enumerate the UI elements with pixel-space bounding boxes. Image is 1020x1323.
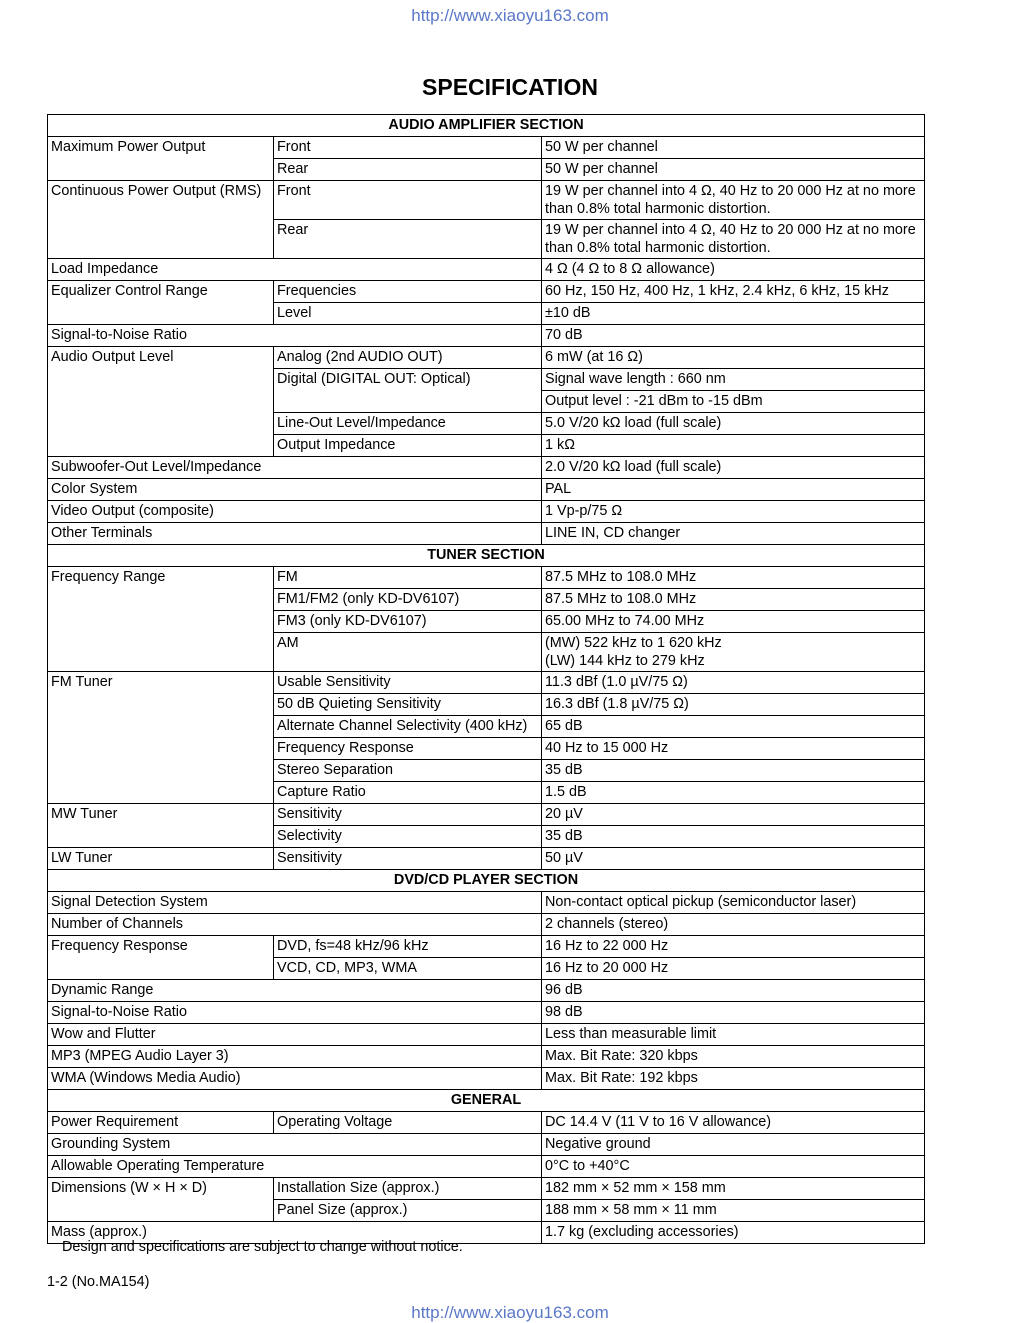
spec-subitem: Capture Ratio — [274, 782, 542, 804]
table-row — [48, 523, 925, 545]
spec-value: 60 Hz, 150 Hz, 400 Hz, 1 kHz, 2.4 kHz, 6 kHz, 15 kHz — [542, 281, 925, 303]
section-heading: GENERAL — [48, 1090, 925, 1112]
spec-value: DC 14.4 V (11 V to 16 V allowance) — [542, 1112, 925, 1134]
spec-subitem: Frequencies — [274, 281, 542, 303]
spec-value: 35 dB — [542, 760, 925, 782]
spec-value: 188 mm × 58 mm × 11 mm — [542, 1200, 925, 1222]
table-row — [48, 804, 925, 826]
spec-subitem: Sensitivity — [274, 848, 542, 870]
spec-subitem: Front — [274, 181, 542, 220]
spec-value: 19 W per channel into 4 Ω, 40 Hz to 20 000 Hz at no more than 0.8% total harmonic distortion. — [542, 220, 925, 259]
spec-value: 65 dB — [542, 716, 925, 738]
spec-item: Signal Detection System — [48, 892, 542, 914]
table-row — [48, 567, 925, 589]
spec-value: 1.7 kg (excluding accessories) — [542, 1222, 925, 1244]
spec-subitem: Stereo Separation — [274, 760, 542, 782]
spec-value: 70 dB — [542, 325, 925, 347]
spec-item: Dimensions (W × H × D) — [48, 1178, 274, 1222]
spec-value: 2 channels (stereo) — [542, 914, 925, 936]
spec-value: LINE IN, CD changer — [542, 523, 925, 545]
spec-item: MP3 (MPEG Audio Layer 3) — [48, 1046, 542, 1068]
table-row — [48, 501, 925, 523]
spec-item: Frequency Range — [48, 567, 274, 672]
spec-item: MW Tuner — [48, 804, 274, 848]
spec-value: 1.5 dB — [542, 782, 925, 804]
spec-value: 2.0 V/20 kΩ load (full scale) — [542, 457, 925, 479]
spec-subitem: AM — [274, 633, 542, 672]
spec-subitem: Line-Out Level/Impedance — [274, 413, 542, 435]
spec-value: 50 µV — [542, 848, 925, 870]
spec-value: 4 Ω (4 Ω to 8 Ω allowance) — [542, 259, 925, 281]
spec-value: 11.3 dBf (1.0 µV/75 Ω) — [542, 672, 925, 694]
section-heading: DVD/CD PLAYER SECTION — [48, 870, 925, 892]
spec-value: Max. Bit Rate: 320 kbps — [542, 1046, 925, 1068]
spec-item: FM Tuner — [48, 672, 274, 804]
spec-item: Audio Output Level — [48, 347, 274, 457]
spec-subitem: Rear — [274, 220, 542, 259]
spec-value: Output level : -21 dBm to -15 dBm — [542, 391, 925, 413]
table-row — [48, 479, 925, 501]
spec-subitem: 50 dB Quieting Sensitivity — [274, 694, 542, 716]
spec-value: 35 dB — [542, 826, 925, 848]
spec-value: 1 kΩ — [542, 435, 925, 457]
spec-value: 87.5 MHz to 108.0 MHz — [542, 589, 925, 611]
table-row — [48, 325, 925, 347]
spec-item: Allowable Operating Temperature — [48, 1156, 542, 1178]
disclaimer-note: Design and specifications are subject to change without notice. — [62, 1239, 463, 1255]
section-header-row — [48, 115, 925, 137]
spec-subitem: FM1/FM2 (only KD-DV6107) — [274, 589, 542, 611]
spec-value: Non-contact optical pickup (semiconductor laser) — [542, 892, 925, 914]
spec-item: WMA (Windows Media Audio) — [48, 1068, 542, 1090]
spec-value: 20 µV — [542, 804, 925, 826]
page-number: 1-2 (No.MA154) — [47, 1274, 150, 1290]
table-row — [48, 181, 925, 220]
spec-item: Grounding System — [48, 1134, 542, 1156]
spec-item: Color System — [48, 479, 542, 501]
specification-table — [47, 114, 925, 1244]
page-title: SPECIFICATION — [422, 74, 598, 100]
table-row — [48, 1046, 925, 1068]
spec-item: Maximum Power Output — [48, 137, 274, 181]
spec-item: Wow and Flutter — [48, 1024, 542, 1046]
spec-item: Continuous Power Output (RMS) — [48, 181, 274, 259]
spec-item: Signal-to-Noise Ratio — [48, 325, 542, 347]
table-row — [48, 1178, 925, 1200]
table-row — [48, 259, 925, 281]
section-header-row — [48, 545, 925, 567]
spec-subitem: Installation Size (approx.) — [274, 1178, 542, 1200]
spec-subitem: Sensitivity — [274, 804, 542, 826]
spec-value: (MW) 522 kHz to 1 620 kHz (LW) 144 kHz to 279 kHz — [542, 633, 925, 672]
table-row — [48, 914, 925, 936]
spec-subitem: VCD, CD, MP3, WMA — [274, 958, 542, 980]
spec-value: Less than measurable limit — [542, 1024, 925, 1046]
table-row — [48, 1002, 925, 1024]
spec-value: 182 mm × 52 mm × 158 mm — [542, 1178, 925, 1200]
table-row — [48, 936, 925, 958]
spec-item: Number of Channels — [48, 914, 542, 936]
spec-subitem: Panel Size (approx.) — [274, 1200, 542, 1222]
spec-value: 65.00 MHz to 74.00 MHz — [542, 611, 925, 633]
spec-value: 40 Hz to 15 000 Hz — [542, 738, 925, 760]
specification-table-body — [48, 115, 925, 1244]
spec-value: 98 dB — [542, 1002, 925, 1024]
table-row — [48, 347, 925, 369]
spec-subitem: Rear — [274, 159, 542, 181]
spec-subitem: Output Impedance — [274, 435, 542, 457]
spec-value: 16.3 dBf (1.8 µV/75 Ω) — [542, 694, 925, 716]
spec-value: 16 Hz to 20 000 Hz — [542, 958, 925, 980]
spec-subitem: Alternate Channel Selectivity (400 kHz) — [274, 716, 542, 738]
spec-subitem: Selectivity — [274, 826, 542, 848]
spec-subitem: Front — [274, 137, 542, 159]
spec-subitem: Operating Voltage — [274, 1112, 542, 1134]
spec-value: 5.0 V/20 kΩ load (full scale) — [542, 413, 925, 435]
header-url[interactable]: http://www.xiaoyu163.com — [411, 6, 609, 25]
section-heading: AUDIO AMPLIFIER SECTION — [48, 115, 925, 137]
table-row — [48, 457, 925, 479]
table-row — [48, 1024, 925, 1046]
spec-subitem: Frequency Response — [274, 738, 542, 760]
spec-value: 1 Vp-p/75 Ω — [542, 501, 925, 523]
spec-value: 19 W per channel into 4 Ω, 40 Hz to 20 000 Hz at no more than 0.8% total harmonic distortion. — [542, 181, 925, 220]
spec-value: 6 mW (at 16 Ω) — [542, 347, 925, 369]
spec-value: 50 W per channel — [542, 137, 925, 159]
spec-item: Signal-to-Noise Ratio — [48, 1002, 542, 1024]
spec-value: 50 W per channel — [542, 159, 925, 181]
spec-value: 16 Hz to 22 000 Hz — [542, 936, 925, 958]
spec-item: Frequency Response — [48, 936, 274, 980]
spec-subitem: Usable Sensitivity — [274, 672, 542, 694]
spec-item: Other Terminals — [48, 523, 542, 545]
footer-url[interactable]: http://www.xiaoyu163.com — [411, 1303, 609, 1322]
spec-item: Video Output (composite) — [48, 501, 542, 523]
table-row — [48, 1068, 925, 1090]
table-row — [48, 1134, 925, 1156]
spec-subitem: Level — [274, 303, 542, 325]
spec-value: PAL — [542, 479, 925, 501]
section-header-row — [48, 1090, 925, 1112]
spec-value: 87.5 MHz to 108.0 MHz — [542, 567, 925, 589]
spec-subitem: Analog (2nd AUDIO OUT) — [274, 347, 542, 369]
spec-value: ±10 dB — [542, 303, 925, 325]
table-row — [48, 672, 925, 694]
section-header-row — [48, 870, 925, 892]
table-row — [48, 980, 925, 1002]
table-row — [48, 281, 925, 303]
spec-subitem: FM — [274, 567, 542, 589]
spec-item: Load Impedance — [48, 259, 542, 281]
spec-item: Subwoofer-Out Level/Impedance — [48, 457, 542, 479]
spec-value: 96 dB — [542, 980, 925, 1002]
spec-item: Mass (approx.) — [48, 1222, 542, 1244]
table-row — [48, 1156, 925, 1178]
table-row — [48, 1112, 925, 1134]
spec-value: Max. Bit Rate: 192 kbps — [542, 1068, 925, 1090]
spec-item: Equalizer Control Range — [48, 281, 274, 325]
spec-item: Dynamic Range — [48, 980, 542, 1002]
table-row — [48, 892, 925, 914]
spec-value: Signal wave length : 660 nm — [542, 369, 925, 391]
table-row — [48, 848, 925, 870]
spec-subitem: Digital (DIGITAL OUT: Optical) — [274, 369, 542, 413]
spec-item: LW Tuner — [48, 848, 274, 870]
spec-value: 0°C to +40°C — [542, 1156, 925, 1178]
spec-subitem: FM3 (only KD-DV6107) — [274, 611, 542, 633]
spec-item: Power Requirement — [48, 1112, 274, 1134]
table-row — [48, 137, 925, 159]
section-heading: TUNER SECTION — [48, 545, 925, 567]
spec-value: Negative ground — [542, 1134, 925, 1156]
spec-subitem: DVD, fs=48 kHz/96 kHz — [274, 936, 542, 958]
